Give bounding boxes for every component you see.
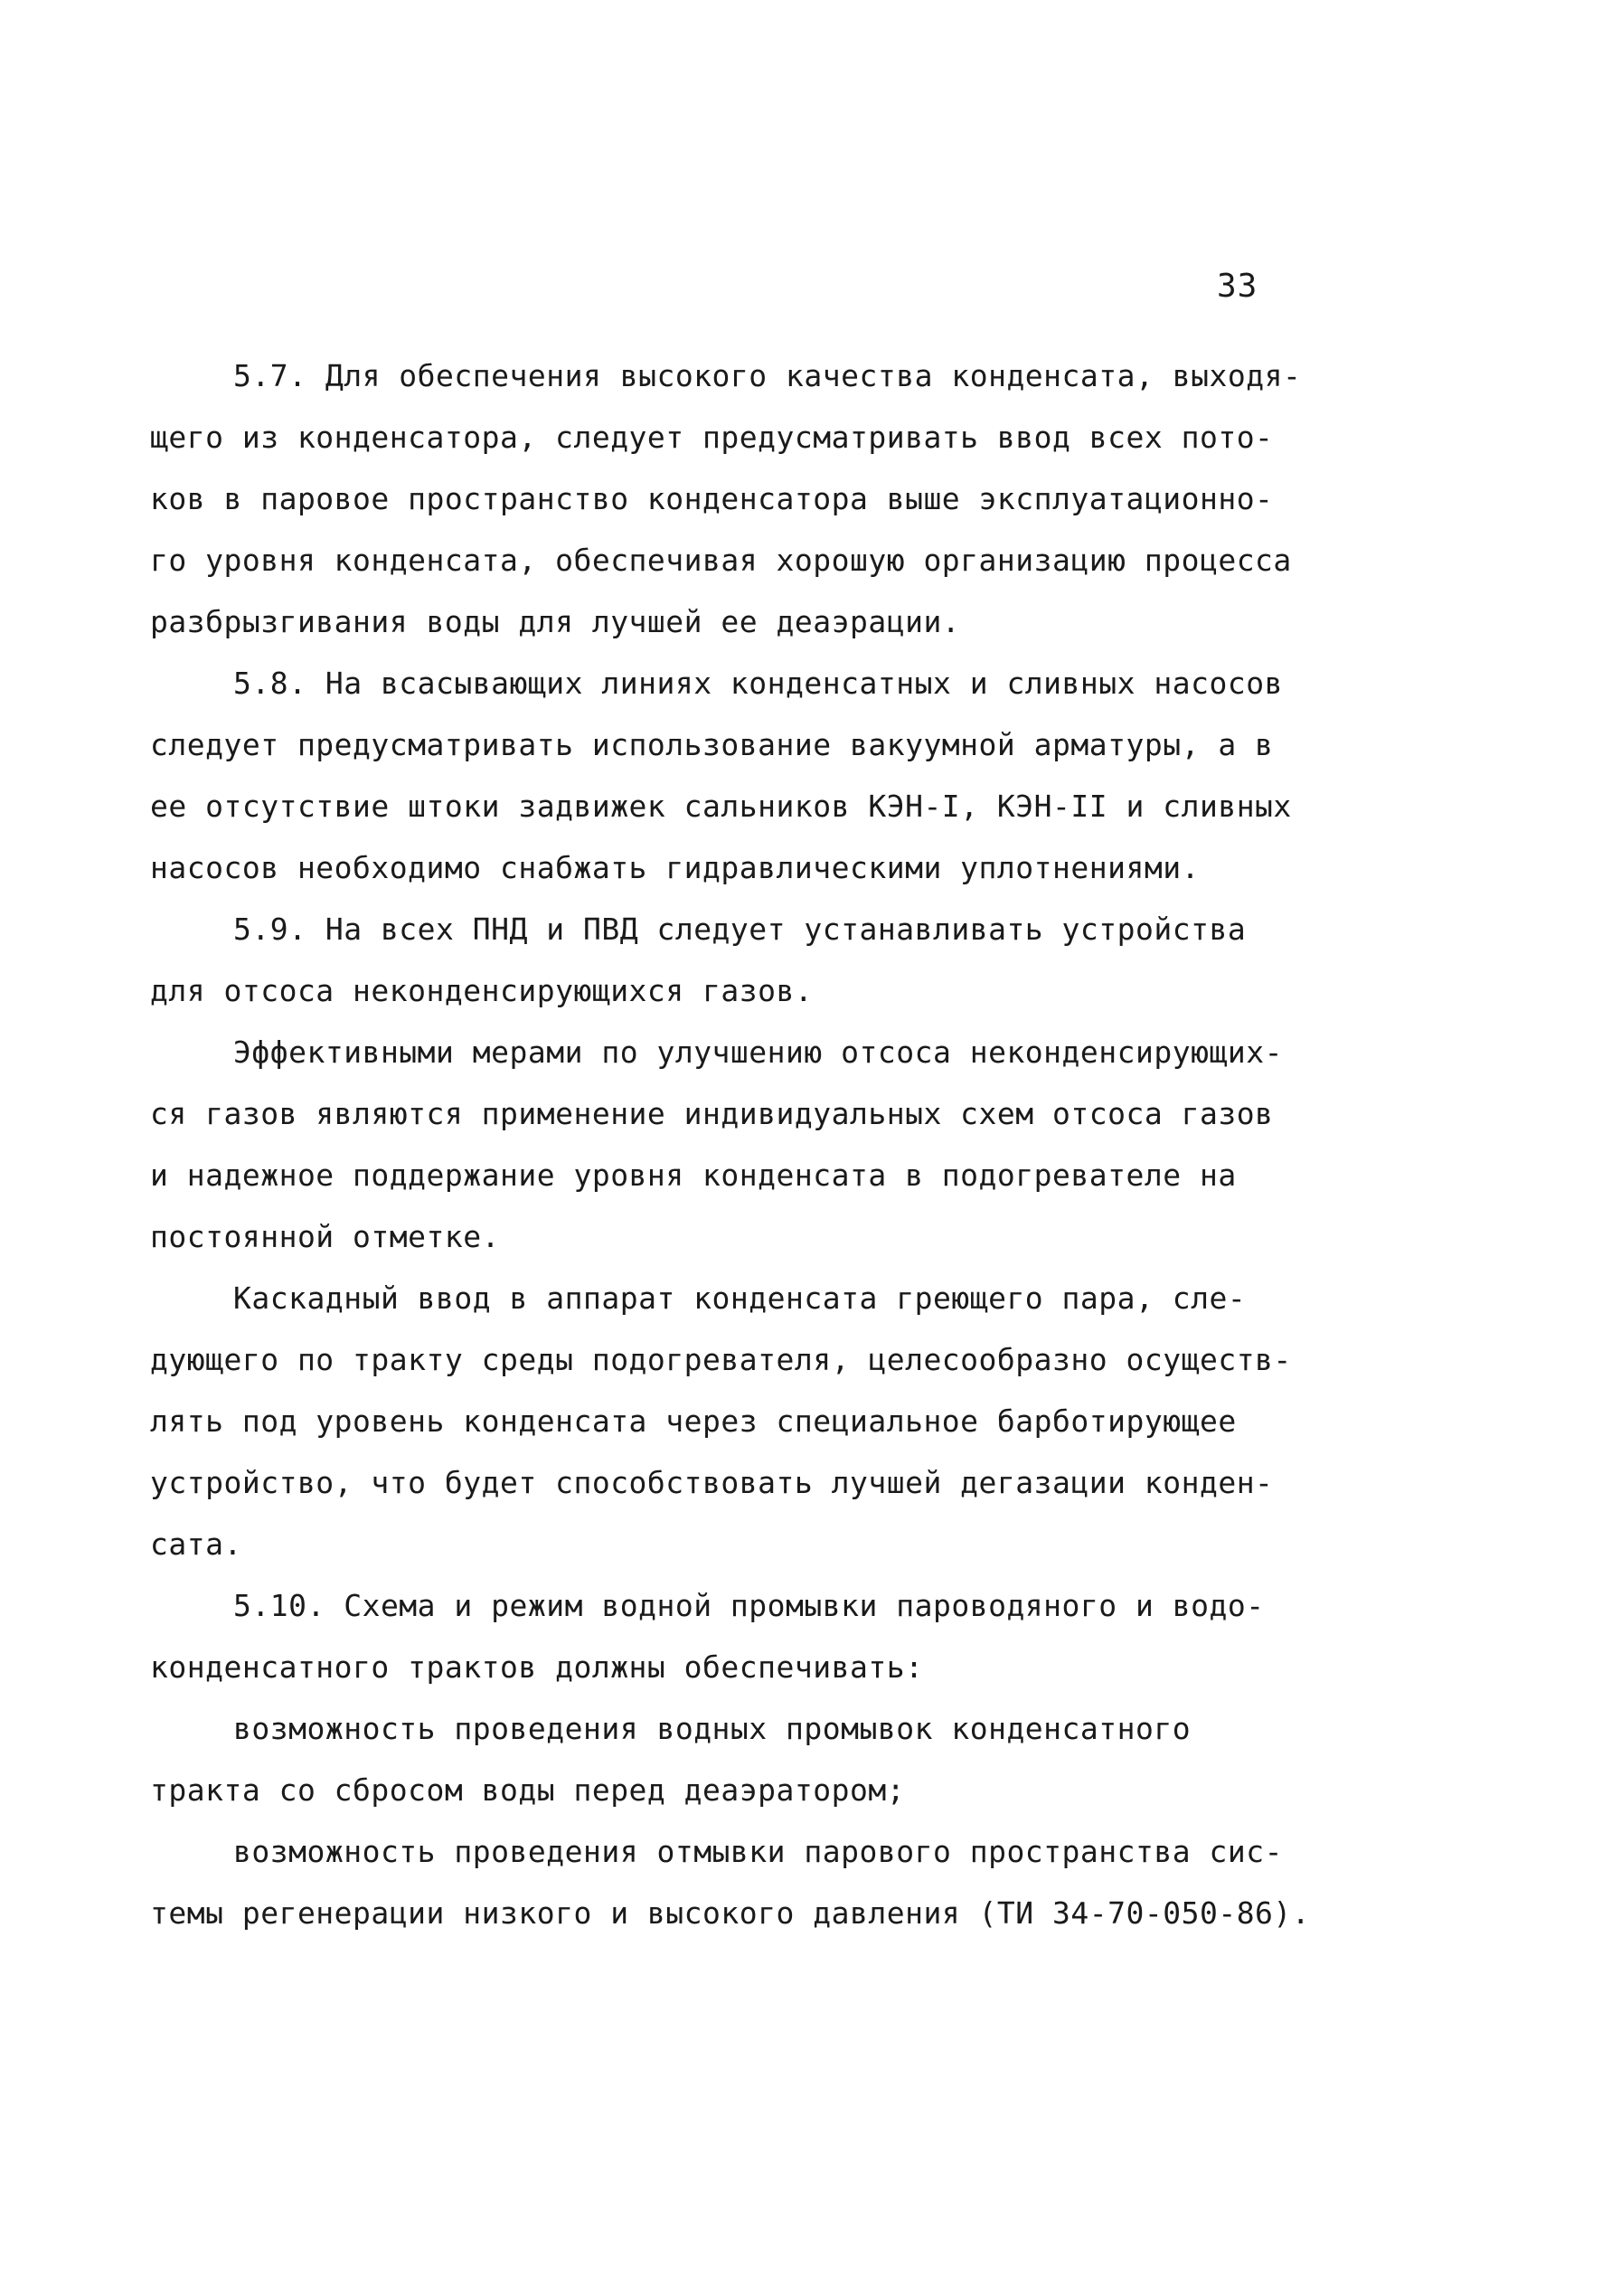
text-line: для отсоса неконденсирующихся газов. (150, 973, 814, 1008)
text-line: постоянной отметке. (150, 1219, 500, 1254)
text-line: устройство, что будет способствовать лучшей дегазации конден- (150, 1465, 1274, 1500)
text-line: возможность проведения водных промывок конденсатного (233, 1711, 1192, 1746)
text-line: Эффективными мерами по улучшению отсоса неконденсирующих- (233, 1035, 1283, 1070)
text-line: лять под уровень конденсата через специальное барботирующее (150, 1403, 1237, 1439)
page-number: 33 (1217, 268, 1258, 305)
text-line: 5.9. На всех ПНД и ПВД следует устанавливать устройства (233, 912, 1247, 947)
text-line: го уровня конденсата, обеспечивая хорошую организацию процесса (150, 543, 1292, 578)
text-line: Каскадный ввод в аппарат конденсата греющего пара, сле- (233, 1280, 1247, 1316)
text-line: возможность проведения отмывки парового пространства сис- (233, 1834, 1283, 1869)
text-line: ков в паровое пространство конденсатора выше эксплуатационно- (150, 481, 1274, 516)
text-line: разбрызгивания воды для лучшей ее деаэрации. (150, 604, 961, 639)
text-line: 5.7. Для обеспечения высокого качества конденсата, выходя- (233, 358, 1302, 393)
document-body (150, 345, 1325, 1944)
text-line: следует предусматривать использование вакуумной арматуры, а в (150, 727, 1274, 762)
text-line: сата. (150, 1526, 242, 1562)
text-line: насосов необходимо снабжать гидравлическими уплотнениями. (150, 850, 1200, 885)
text-line: темы регенерации низкого и высокого давления (ТИ 34-70-050-86). (150, 1895, 1311, 1931)
text-line: конденсатного трактов должны обеспечивать: (150, 1649, 924, 1685)
text-line: щего из конденсатора, следует предусматривать ввод всех пото- (150, 420, 1274, 455)
text-line: ся газов являются применение индивидуальных схем отсоса газов (150, 1096, 1274, 1131)
text-line: 5.8. На всасывающих линиях конденсатных и сливных насосов (233, 666, 1283, 701)
text-line: 5.10. Схема и режим водной промывки пароводяного и водо- (233, 1588, 1265, 1623)
text-line: дующего по тракту среды подогревателя, целесообразно осуществ- (150, 1342, 1292, 1377)
text-line: ее отсутствие штоки задвижек сальников КЭН-I, КЭН-II и сливных (150, 789, 1292, 824)
text-line: тракта со сбросом воды перед деаэратором; (150, 1772, 906, 1808)
text-line: и надежное поддержание уровня конденсата в подогревателе на (150, 1157, 1237, 1193)
